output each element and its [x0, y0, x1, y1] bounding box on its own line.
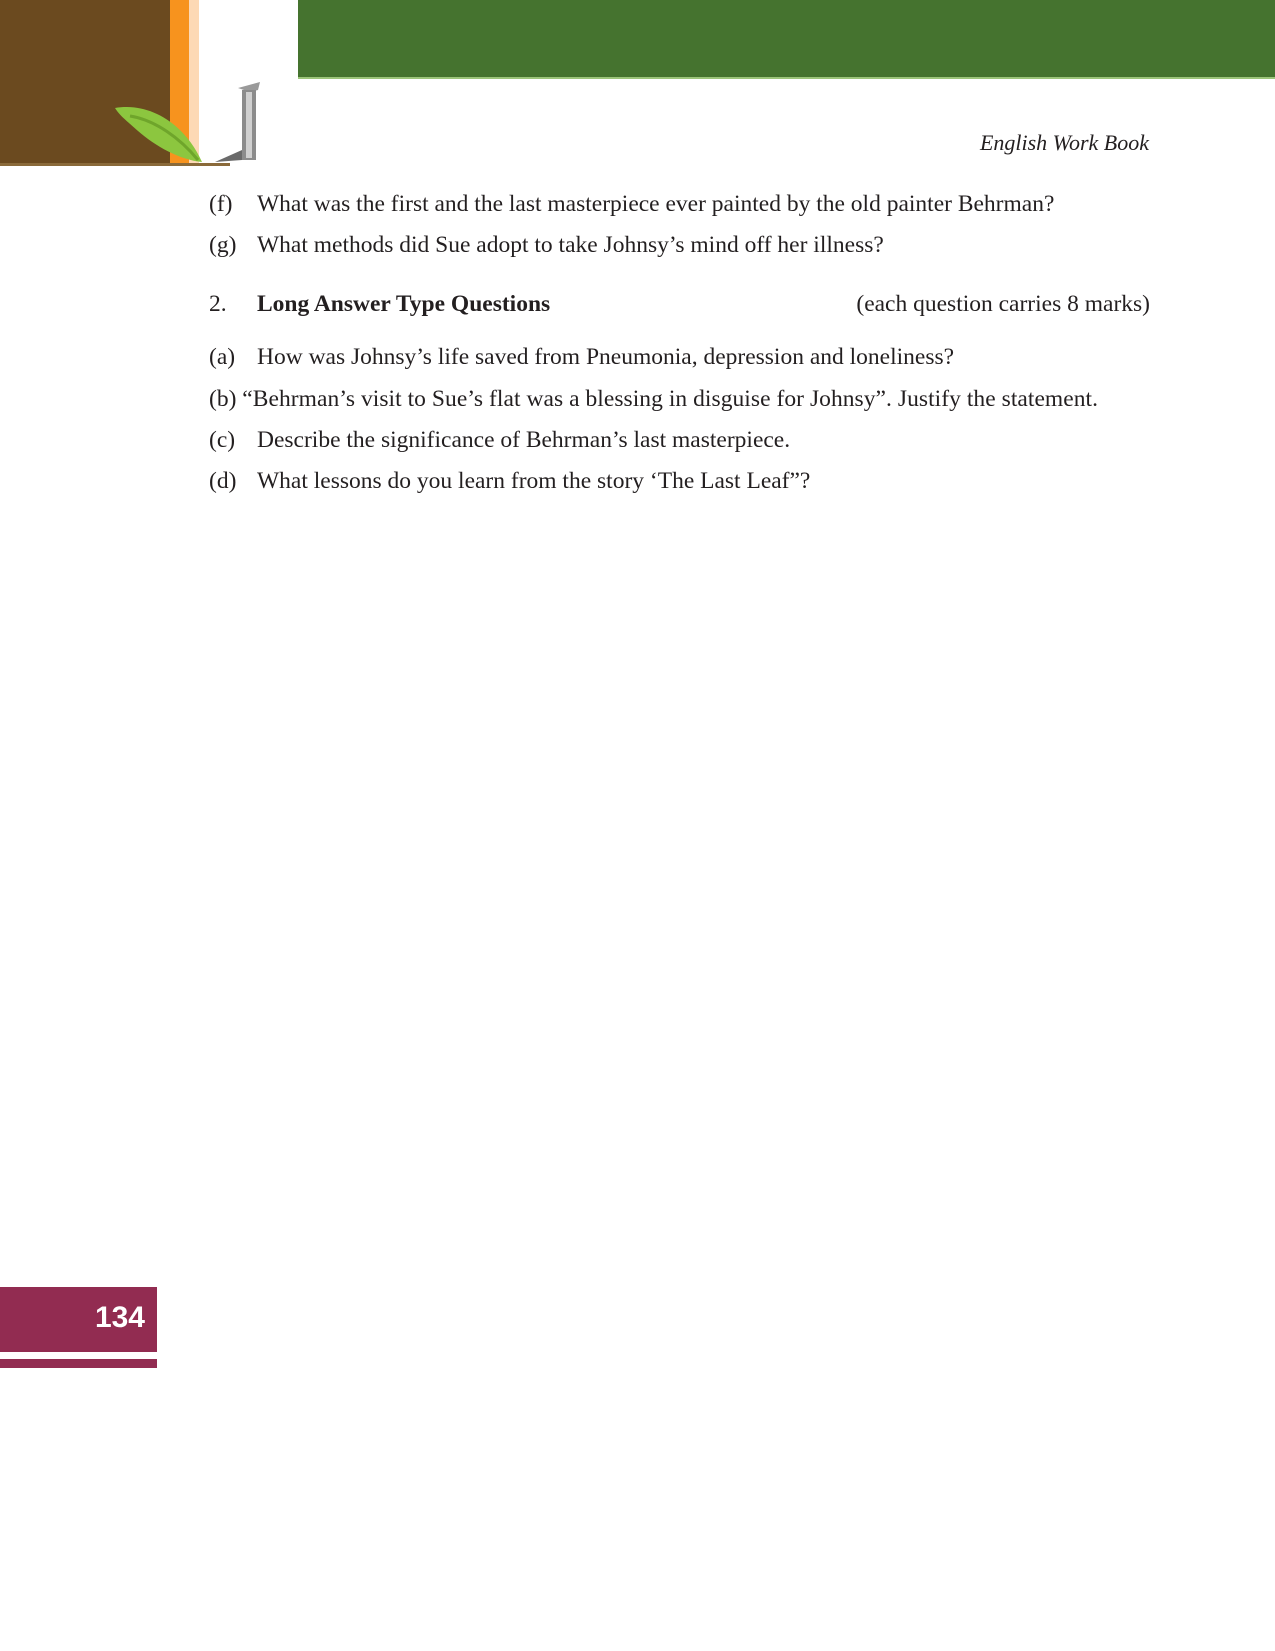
page-number-tab — [0, 1287, 157, 1352]
question-label: (f) — [209, 191, 233, 217]
question-text: What was the first and the last masterpiece ever painted by the old painter Behrman? — [257, 191, 1055, 217]
page-number-underline — [0, 1359, 157, 1368]
list-item-question-f — [209, 189, 1054, 219]
question-label: (g) — [209, 232, 237, 258]
question-text: “Behrman’s visit to Sue’s flat was a blessing in disguise for Johnsy”. Justify the statement. — [242, 386, 1099, 412]
list-item-question-b — [209, 384, 1098, 414]
question-label: (d) — [209, 468, 237, 494]
question-text: How was Johnsy’s life saved from Pneumonia, depression and loneliness? — [257, 344, 955, 370]
question-label: (b) — [209, 386, 237, 412]
list-item-question-c — [209, 425, 790, 455]
leaf-decoration-icon — [110, 76, 290, 176]
section-number: 2. — [209, 291, 227, 317]
list-item-question-a — [209, 342, 954, 372]
header-green-underline — [298, 77, 1275, 79]
header-green-band — [298, 0, 1275, 77]
question-text: What methods did Sue adopt to take Johnsy’s mind off her illness? — [257, 232, 884, 258]
question-text: Describe the significance of Behrman’s last masterpiece. — [257, 427, 791, 453]
question-text: What lessons do you learn from the story ‘The Last Leaf”? — [257, 468, 811, 494]
section-heading — [209, 289, 1150, 319]
question-label: (c) — [209, 427, 236, 453]
list-item-question-g — [209, 230, 884, 260]
question-label: (a) — [209, 344, 236, 370]
marks-note: (each question carries 8 marks) — [856, 291, 1150, 317]
list-item-question-d — [209, 466, 810, 496]
running-head: English Work Book — [979, 130, 1149, 155]
page-number: 134 — [94, 1301, 145, 1334]
section-title: Long Answer Type Questions — [257, 291, 551, 317]
